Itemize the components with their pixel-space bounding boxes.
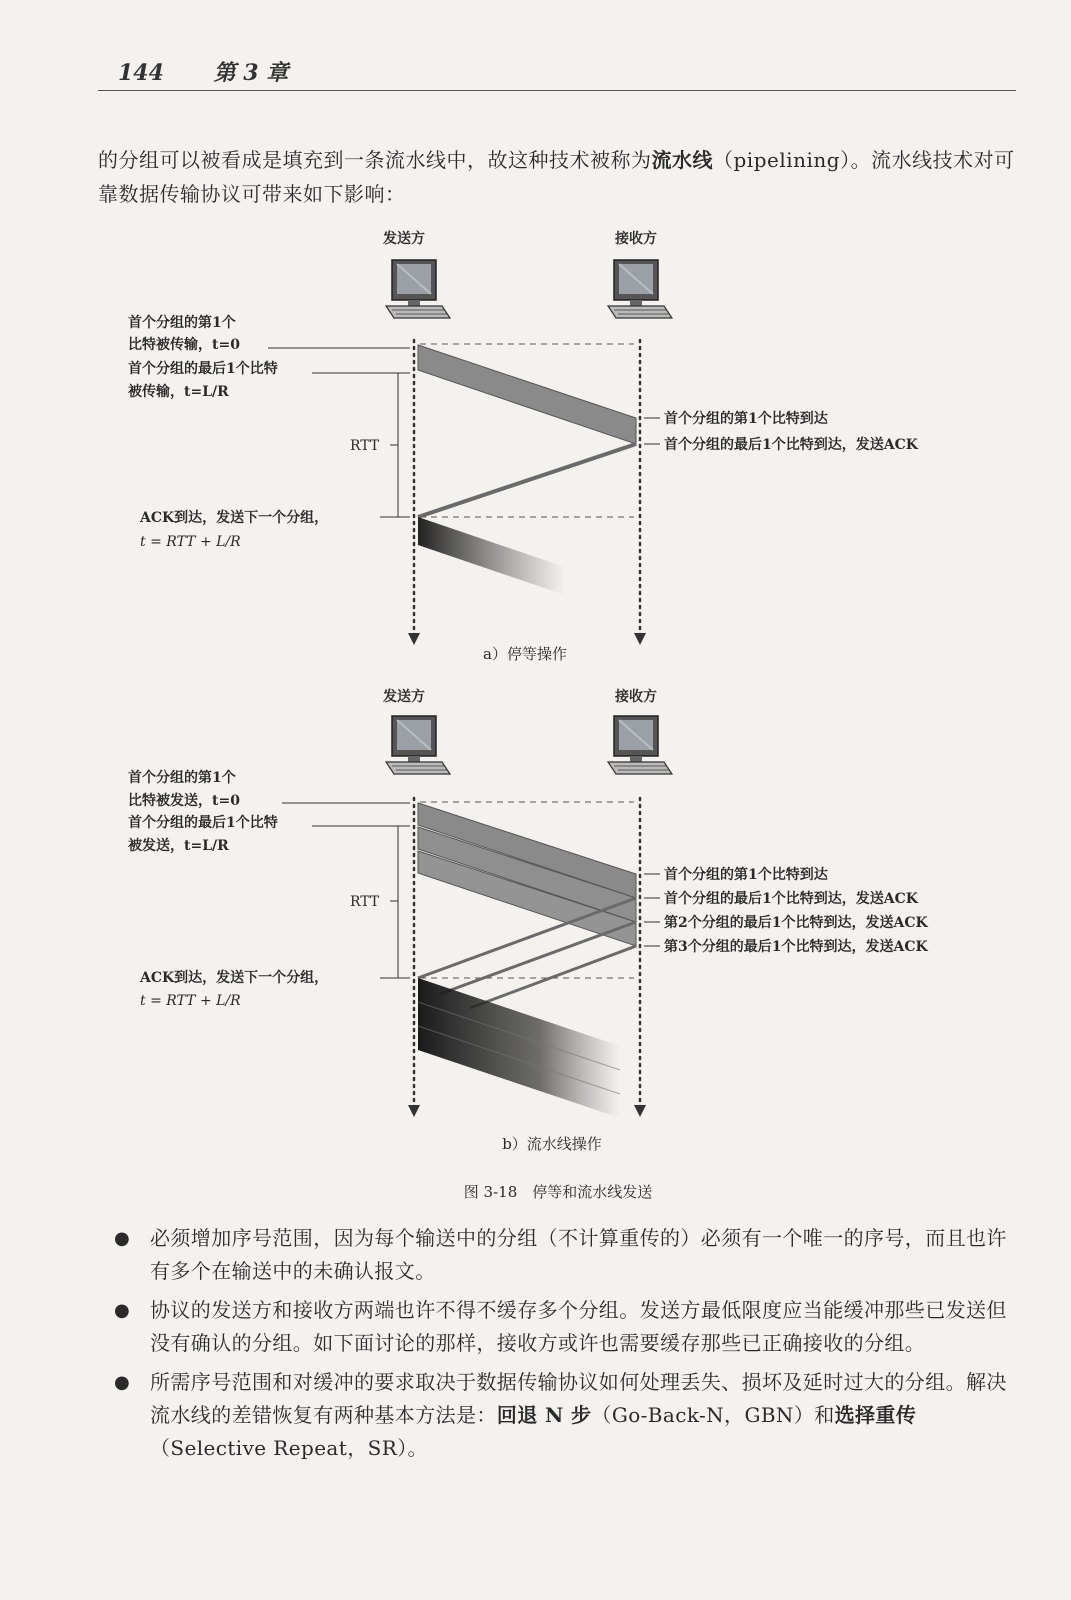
b-right-label-2: 首个分组的最后1个比特到达，发送ACK xyxy=(664,891,918,907)
b-left-label-6: t = RTT + L/R xyxy=(140,993,241,1009)
a-left-label-5: ACK到达，发送下一个分组， xyxy=(140,510,329,526)
b-receiver-computer-icon xyxy=(608,716,672,774)
b-receiver-label: 接收方 xyxy=(615,689,657,705)
bullet-text-1: 必须增加序号范围，因为每个输送中的分组（不计算重传的）必须有一个唯一的序号，而且也许有多个在输送中的未确认报文。 xyxy=(150,1226,1007,1283)
list-item xyxy=(114,1294,1018,1360)
intro-term: 流水线 xyxy=(651,148,713,172)
page-number: 144 xyxy=(118,60,164,86)
chapter-label: 第 3 章 xyxy=(213,60,289,86)
header-rule xyxy=(98,90,1016,91)
b-left-label-3: 首个分组的最后1个比特 xyxy=(128,815,278,831)
a-receiver-label: 接收方 xyxy=(615,231,657,247)
a-left-label-3: 首个分组的最后1个比特 xyxy=(128,361,278,377)
bullet-text-3b: （Go-Back-N，GBN）和 xyxy=(591,1403,835,1427)
b-packet-band-2 xyxy=(418,827,636,922)
bullet-dot-icon: ● xyxy=(114,1300,131,1321)
intro-paragraph xyxy=(98,143,1018,211)
a-left-label-6: t = RTT + L/R xyxy=(140,534,241,550)
bullet-list xyxy=(114,1222,1018,1471)
b-right-label-4: 第3个分组的最后1个比特到达，发送ACK xyxy=(664,939,928,955)
list-item xyxy=(114,1366,1018,1465)
a-packet-band xyxy=(418,345,636,444)
bullet-text-3c: （Selective Repeat，SR）。 xyxy=(150,1436,428,1460)
a-left-label-2: 比特被传输，t=0 xyxy=(128,337,240,353)
bullet-term-sr: 选择重传 xyxy=(834,1403,917,1427)
b-packet-band-1 xyxy=(418,803,636,898)
list-item xyxy=(114,1222,1018,1288)
b-ack-line-2 xyxy=(440,922,636,994)
b-ack-line-1 xyxy=(418,898,636,978)
a-left-label-4: 被传输，t=L/R xyxy=(128,384,229,400)
bullet-dot-icon: ● xyxy=(114,1372,131,1393)
a-ack-line xyxy=(418,444,636,517)
bullet-dot-icon: ● xyxy=(114,1228,131,1249)
b-sender-label: 发送方 xyxy=(383,689,425,705)
b-receiver-arrow-icon xyxy=(634,1105,646,1117)
a-next-packet-band xyxy=(418,517,565,595)
b-ack-line-3 xyxy=(470,946,636,1008)
b-right-label-3: 第2个分组的最后1个比特到达，发送ACK xyxy=(664,915,928,931)
b-rtt-label: RTT xyxy=(350,894,380,910)
figure-title: 图 3-18 停等和流水线发送 xyxy=(463,1183,653,1201)
b-left-label-4: 被发送，t=L/R xyxy=(128,838,229,854)
a-sender-arrow-icon xyxy=(408,633,420,645)
intro-text-2: （pipelining）。流水线技术对可靠数据传输协议可带来如下影响： xyxy=(98,148,1015,206)
b-packet-band-3 xyxy=(418,851,636,946)
bullet-text-2: 协议的发送方和接收方两端也许不得不缓存多个分组。发送方最低限度应当能缓冲那些已发送但没有确认的分组。如下面讨论的那样，接收方或许也需要缓存那些已正确接收的分组。 xyxy=(150,1298,1007,1355)
a-sender-label: 发送方 xyxy=(383,231,425,247)
b-sender-computer-icon xyxy=(386,716,450,774)
a-caption: a）停等操作 xyxy=(483,645,567,663)
b-right-label-1: 首个分组的第1个比特到达 xyxy=(664,867,828,883)
running-header xyxy=(118,56,288,87)
bullet-text-3a: 所需序号范围和对缓冲的要求取决于数据传输协议如何处理丢失、损坏及延时过大的分组。解决流水线的差错恢复有两种基本方法是： xyxy=(150,1370,1007,1427)
a-rtt-label: RTT xyxy=(350,438,380,454)
b-left-label-1: 首个分组的第1个 xyxy=(128,770,236,786)
b-sender-arrow-icon xyxy=(408,1105,420,1117)
b-next-packets-band xyxy=(418,978,620,1118)
a-sender-computer-icon xyxy=(386,260,450,318)
a-right-label-2: 首个分组的最后1个比特到达，发送ACK xyxy=(664,437,918,453)
b-left-label-2: 比特被发送，t=0 xyxy=(128,793,240,809)
a-receiver-arrow-icon xyxy=(634,633,646,645)
b-caption: b）流水线操作 xyxy=(502,1135,602,1153)
a-right-label-1: 首个分组的第1个比特到达 xyxy=(664,411,828,427)
a-left-label-1: 首个分组的第1个 xyxy=(128,315,236,331)
b-left-label-5: ACK到达，发送下一个分组， xyxy=(140,970,329,986)
intro-text-1: 的分组可以被看成是填充到一条流水线中，故这种技术被称为 xyxy=(98,148,652,172)
a-receiver-computer-icon xyxy=(608,260,672,318)
bullet-term-gbn: 回退 N 步 xyxy=(496,1403,592,1427)
